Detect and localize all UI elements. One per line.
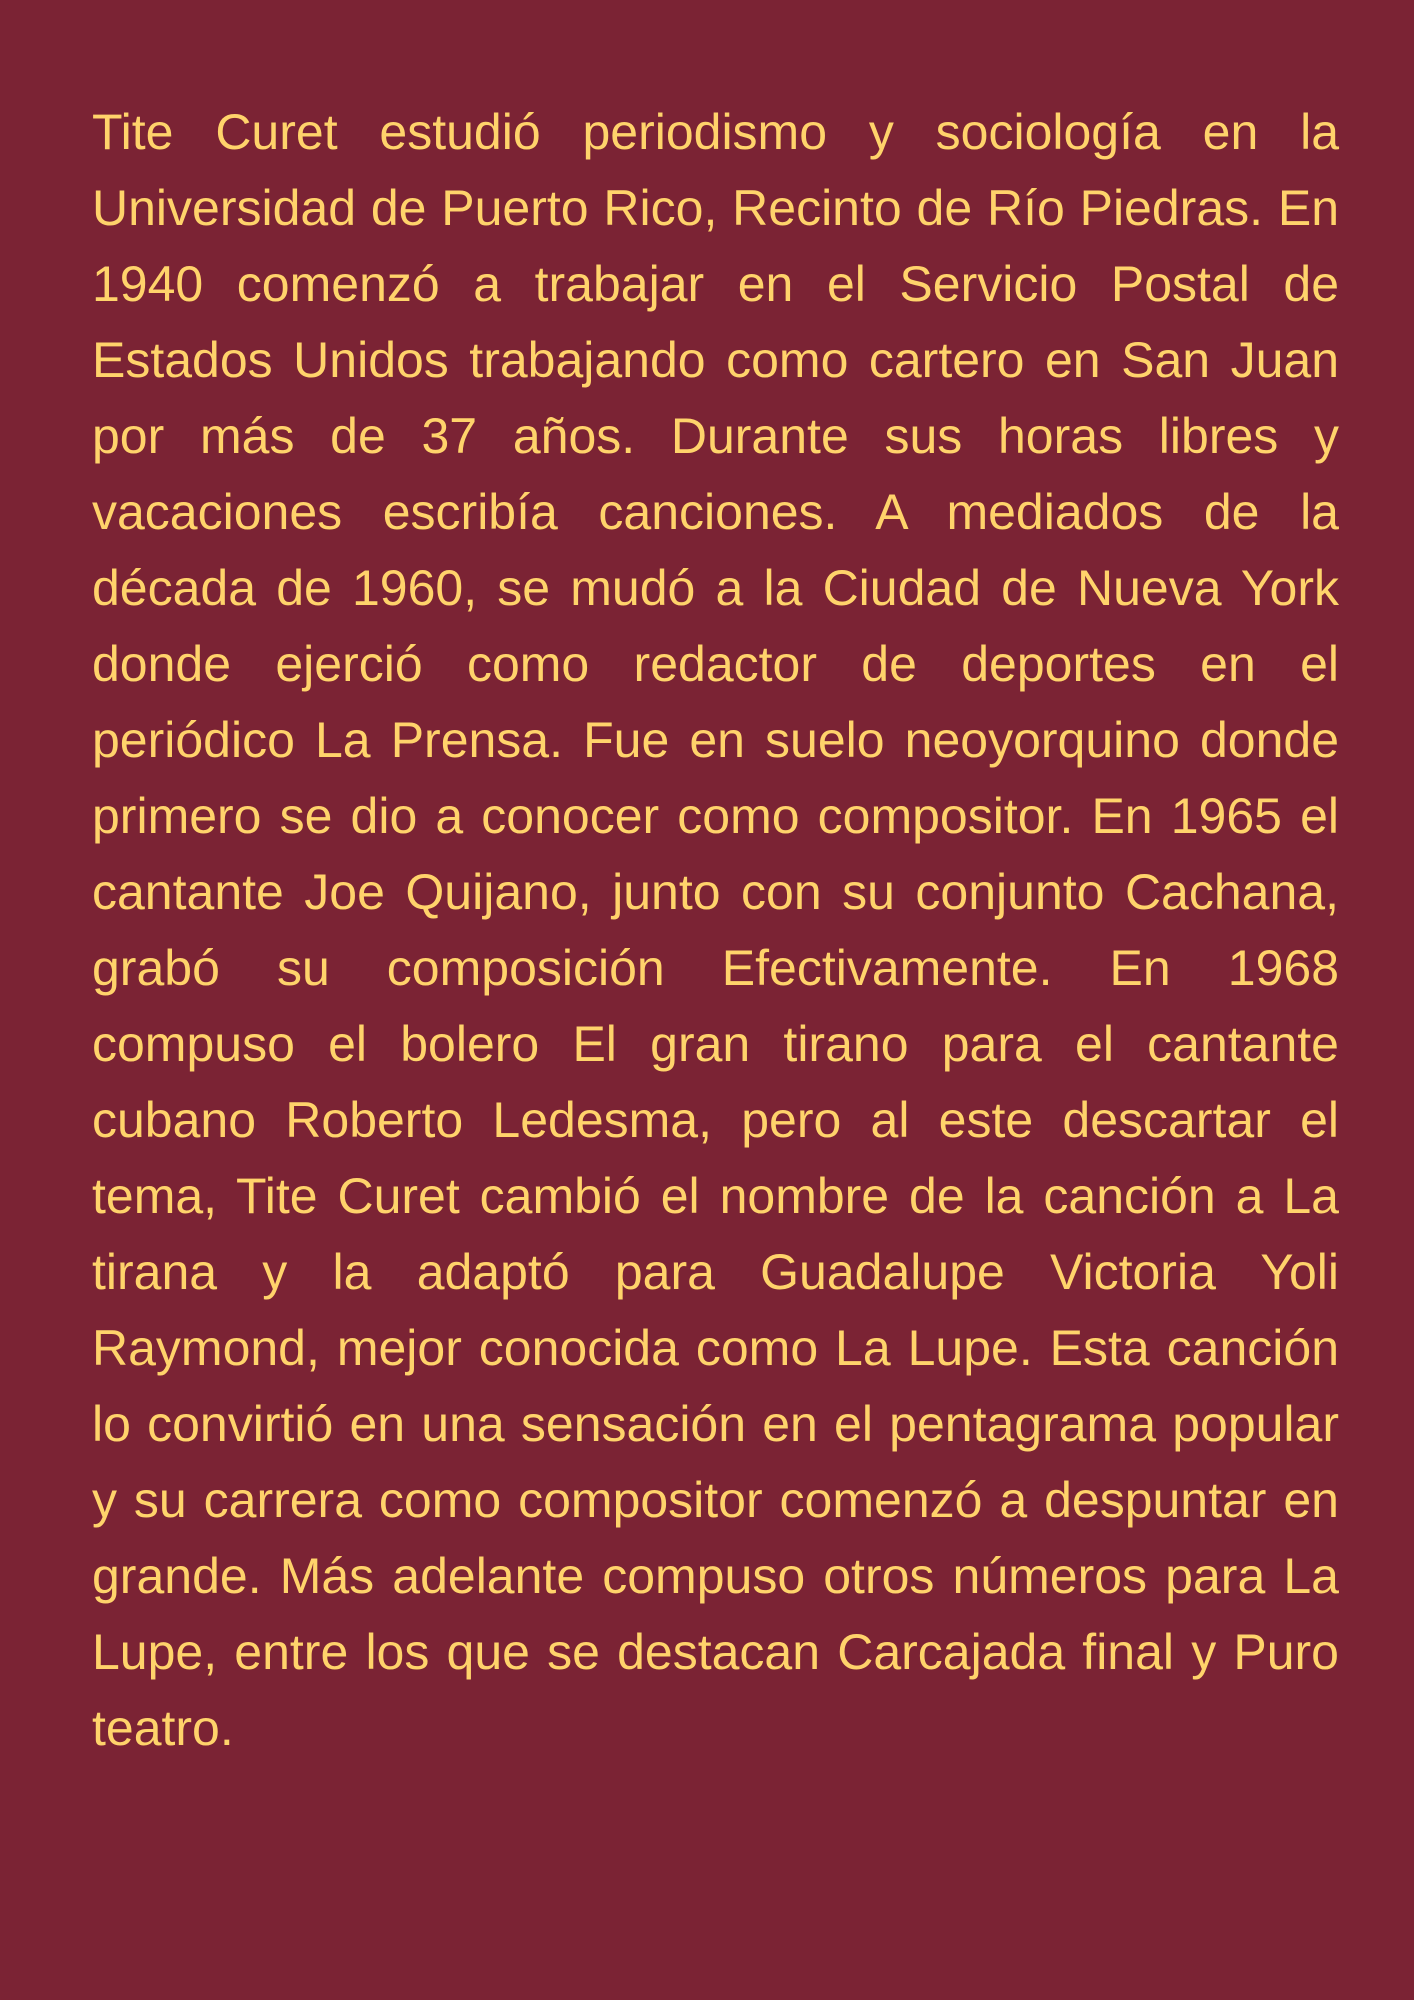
body-paragraph: Tite Curet estudió periodismo y sociología en la Universidad de Puerto Rico, Recinto de Río Piedras. En 1940 comenzó a trabajar en el Servicio Postal de Estados Unidos trabajando como cartero en San Juan por más de 37 años. Durante sus horas libres y vacaciones escribía canciones. A mediados de la década de 1960, se mudó a la Ciudad de Nueva York donde ejerció como redactor de deportes en el periódico La Prensa. Fue en suelo neoyorquino donde primero se dio a conocer como compositor. En 1965 el cantante Joe Quijano, junto con su conjunto Cachana, grabó su composición Efectivamente. En 1968 compuso el bolero El gran tirano para el cantante cubano Roberto Ledesma, pero al este descartar el tema, Tite Curet cambió el nombre de la canción a La tirana y la adaptó para Guadalupe Victoria Yoli Raymond, mejor conocida como La Lupe. Esta canción lo convirtió en una sensación en el pentagrama popular y su carrera como compositor comenzó a despuntar en grande. Más adelante compuso otros números para La Lupe, entre los que se destacan Carcajada final y Puro teatro. bbox=[92, 104, 1339, 1756]
